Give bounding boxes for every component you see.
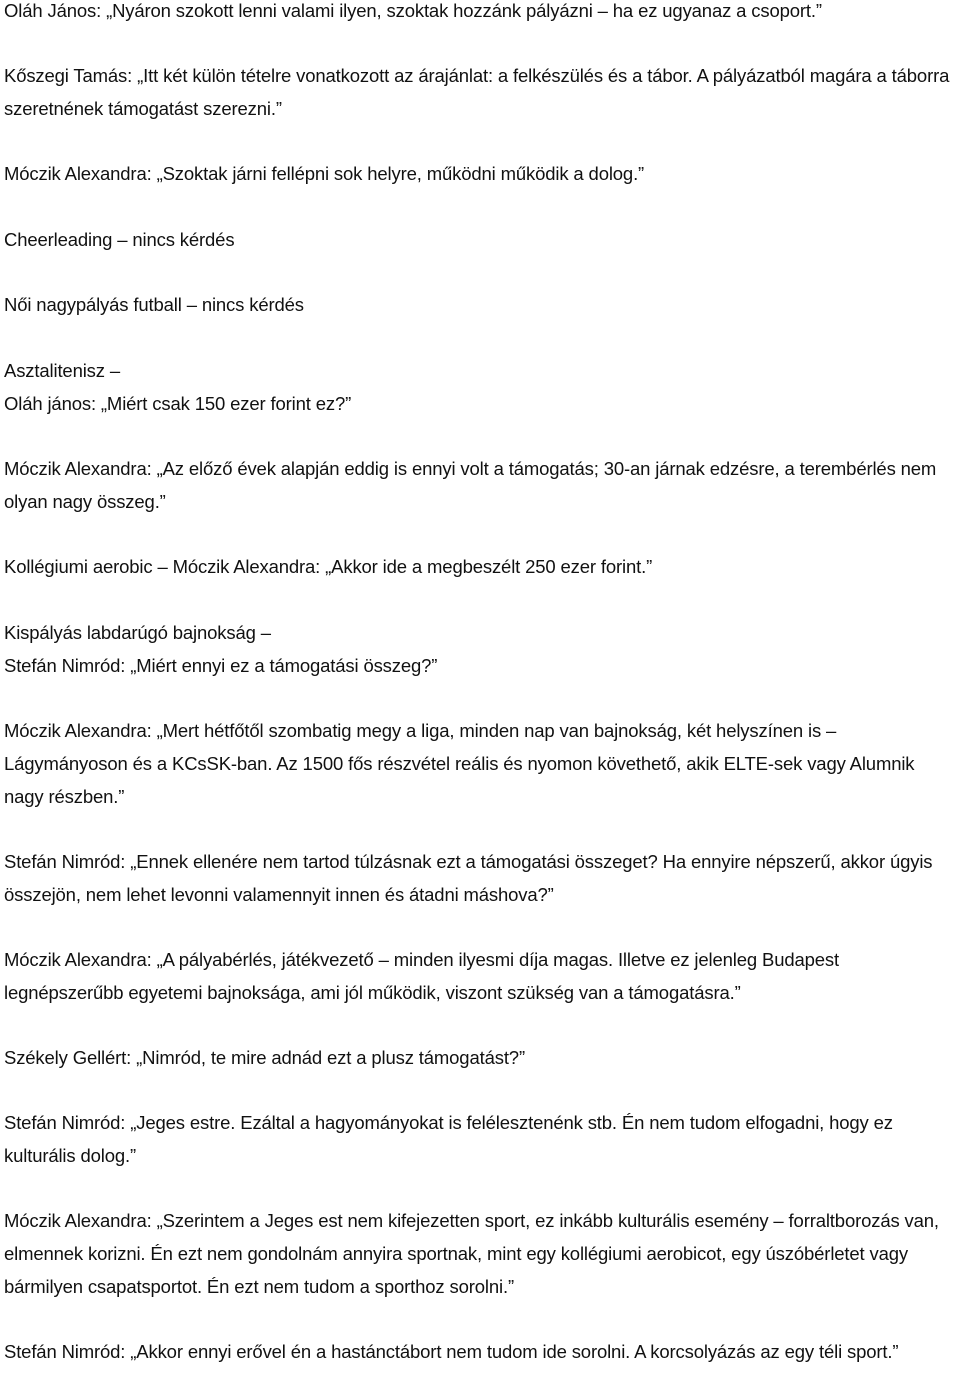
paragraph-olah-150: Oláh jános: „Miért csak 150 ezer forint ez?” (4, 393, 352, 414)
paragraph-moczik-liga: Móczik Alexandra: „Mert hétfőtől szombatig megy a liga, minden nap van bajnokság, két helyszínen is – Lágymányoson és a KCsSK-ban. Az 1500 fős részvétel reális és nyomon követhető, akik ELTE-sek vagy Alumnik nagy részben.” (4, 720, 915, 807)
paragraph-szekely-plusz: Székely Gellért: „Nimród, te mire adnád ezt a plusz támogatást?” (4, 1047, 525, 1068)
paragraph-noi-futball: Női nagypályás futball – nincs kérdés (4, 294, 304, 315)
paragraph-kispalyas: Kispályás labdarúgó bajnokság – (4, 622, 271, 643)
paragraph-moczik-fellepni: Móczik Alexandra: „Szoktak járni fellépni sok helyre, működni működik a dolog.” (4, 163, 645, 184)
paragraph-stefan-tulzas: Stefán Nimród: „Ennek ellenére nem tartod túlzásnak ezt a támogatási összeget? Ha ennyire népszerű, akkor úgyis összejön, nem lehet levonni valamennyit innen és átadni máshova?” (4, 851, 933, 905)
paragraph-moczik-kulturalis: Móczik Alexandra: „Szerintem a Jeges est nem kifejezetten sport, ez inkább kulturális esemény – forraltborozás van, elmennek korizni. Én ezt nem gondolnám annyira sportnak, mint egy kollégiumi aerobicot, egy úszóbérletet vagy bármilyen csapatsportot. Én ezt nem tudom a sporthoz sorolni.” (4, 1210, 939, 1297)
paragraph-stefan-hastanctabor: Stefán Nimród: „Akkor ennyi erővel én a hastánctábort nem tudom ide sorolni. A korcsolyázás az egy téli sport.” (4, 1341, 899, 1362)
paragraph-cheerleading: Cheerleading – nincs kérdés (4, 229, 235, 250)
paragraph-stefan-jeges-est: Stefán Nimród: „Jeges estre. Ezáltal a hagyományokat is felélesztenénk stb. Én nem tudom elfogadni, hogy ez kulturális dolog.” (4, 1112, 893, 1166)
paragraph-moczik-elozo-evek: Móczik Alexandra: „Az előző évek alapján eddig is ennyi volt a támogatás; 30-an járnak edzésre, a terembérlés nem olyan nagy összeg.” (4, 458, 937, 512)
paragraph-koszegi-arajanlat: Kőszegi Tamás: „Itt két külön tételre vonatkozott az árajánlat: a felkészülés és a tábor. A pályázatból magára a táborra szeretnének támogatást szerezni.” (4, 65, 950, 119)
paragraph-kollegiumi-aerobic: Kollégiumi aerobic – Móczik Alexandra: „Akkor ide a megbeszélt 250 ezer forint.” (4, 556, 653, 577)
paragraph-olah-nyaron: Oláh János: „Nyáron szokott lenni valami ilyen, szoktak hozzánk pályázni – ha ez ugyanaz a csoport.” (4, 0, 822, 21)
paragraph-stefan-miert-ennyi: Stefán Nimród: „Miért ennyi ez a támogatási összeg?” (4, 655, 438, 676)
paragraph-asztalitenisz: Asztalitenisz – (4, 360, 120, 381)
paragraph-moczik-palyaberles: Móczik Alexandra: „A pályabérlés, játékvezető – minden ilyesmi díja magas. Illetve ez jelenleg Budapest legnépszerűbb egyetemi bajnoksága, ami jól működik, viszont szükség van a támogatásra.” (4, 949, 839, 1003)
